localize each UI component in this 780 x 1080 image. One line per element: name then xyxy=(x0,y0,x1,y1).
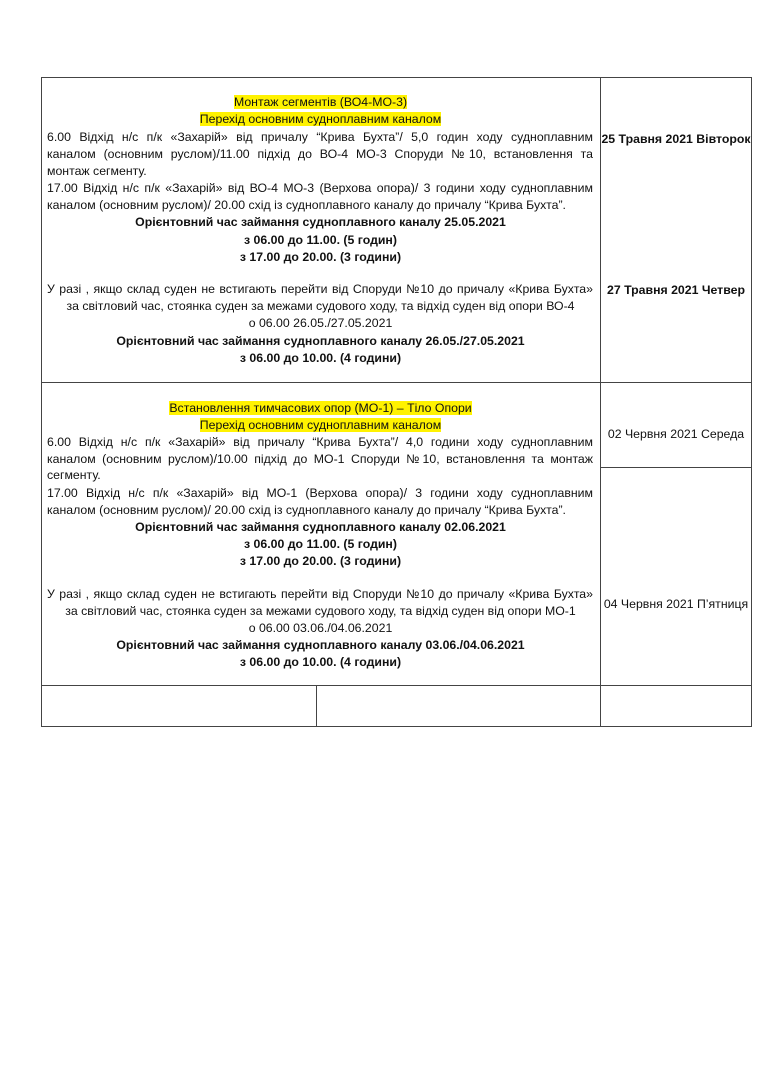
section2-subtitle-text: Перехід основним судноплавним каналом xyxy=(199,418,442,432)
section2-alt-line: У разі , якщо склад суден не встигають перейти від Споруди №10 до причалу «Крива Бухта» xyxy=(47,587,593,601)
section1-date1: 25 Травня 2021 Вівторок xyxy=(601,132,751,146)
section2-para1-line: сегменту. xyxy=(47,468,101,482)
section1-alt-time: з 06.00 до 10.00. (4 години) xyxy=(239,351,402,365)
section2-alt-line: за світловий час, стоянка суден за межами судового ходу, та відхід суден від опори МО-1 xyxy=(65,604,576,618)
section2-date2: 04 Червня 2021 П’ятниця xyxy=(603,597,749,611)
section1-alt-occupancy: Орієнтовний час займання судноплавного каналу 26.05./27.05.2021 xyxy=(116,334,525,348)
section1-para2-line: каналом (основним руслом)/ 20.00 схід із судноплавного каналу до причалу “Крива Бухта”. xyxy=(47,198,566,212)
section1-para1-line: монтаж сегменту. xyxy=(47,164,147,178)
section1-para2-line: 17.00 Відхід н/с п/к «Захарій» від ВО-4 МО-3 (Верхова опора)/ 3 години ходу судноплавним xyxy=(47,181,593,195)
section2-occupancy: Орієнтовний час займання судноплавного каналу 02.06.2021 xyxy=(135,520,506,534)
section1-title-text: Монтаж сегментів (ВО4-МО-3) xyxy=(233,95,408,109)
column-divider xyxy=(600,77,601,727)
section1-para1-line: 6.00 Відхід н/с п/к «Захарій» від причалу “Крива Бухта”/ 5,0 годин ходу судноплавним xyxy=(47,130,593,144)
section2-alt-line: о 06.00 03.06./04.06.2021 xyxy=(248,621,393,635)
section2-time1: з 06.00 до 11.00. (5 годин) xyxy=(244,537,397,551)
section1-para1-line: каналом (основним руслом)/11.00 підхід до ВО-4 МО-3 Споруди №10, встановлення та xyxy=(47,147,593,161)
section1-time1: з 06.00 до 11.00. (5 годин) xyxy=(244,233,397,247)
section1-alt-line: о 06.00 26.05./27.05.2021 xyxy=(248,316,393,330)
section2-subtitle xyxy=(47,417,594,434)
date-cell-divider xyxy=(600,467,752,468)
row-divider xyxy=(41,685,752,686)
section2-title-text: Встановлення тимчасових опор (МО-1) – Тіло Опори xyxy=(169,401,472,415)
section1-date2: 27 Травня 2021 Четвер xyxy=(607,283,745,297)
section2-alt-occupancy: Орієнтовний час займання судноплавного каналу 03.06./04.06.2021 xyxy=(116,638,525,652)
row-divider xyxy=(41,382,752,383)
section2-date1: 02 Червня 2021 Середа xyxy=(607,427,745,441)
section2-time2: з 17.00 до 20.00. (3 години) xyxy=(239,554,402,568)
section2-para1-line: 6.00 Відхід н/с п/к «Захарій» від причалу “Крива Бухта”/ 4,0 години ходу судноплавним xyxy=(47,435,593,449)
section2-para1-line: каналом (основним руслом)/10.00 підхід до МО-1 Споруди №10, встановлення та монтаж xyxy=(47,452,593,466)
section1-subtitle-text: Перехід основним судноплавним каналом xyxy=(199,112,442,126)
section2-para2-line: каналом (основним руслом)/ 20.00 схід із судноплавного каналу до причалу “Крива Бухта”. xyxy=(47,503,566,517)
section2-title xyxy=(47,400,594,417)
column-divider-bottom xyxy=(316,685,317,727)
section1-occupancy: Орієнтовний час займання судноплавного каналу 25.05.2021 xyxy=(135,215,506,229)
section1-alt-line: У разі , якщо склад суден не встигають перейти від Споруди №10 до причалу «Крива Бухта» xyxy=(47,282,593,296)
section1-alt-line: за світловий час, стоянка суден за межами судового ходу, та відхід суден від опори ВО-4 xyxy=(66,299,575,313)
section2-para2-line: 17.00 Відхід н/с п/к «Захарій» від МО-1 (Верхова опора)/ 3 години ходу судноплавним xyxy=(47,486,593,500)
section1-title xyxy=(47,94,594,111)
section2-alt-time: з 06.00 до 10.00. (4 години) xyxy=(239,655,402,669)
section1-time2: з 17.00 до 20.00. (3 години) xyxy=(239,250,402,264)
section1-subtitle xyxy=(47,111,594,128)
